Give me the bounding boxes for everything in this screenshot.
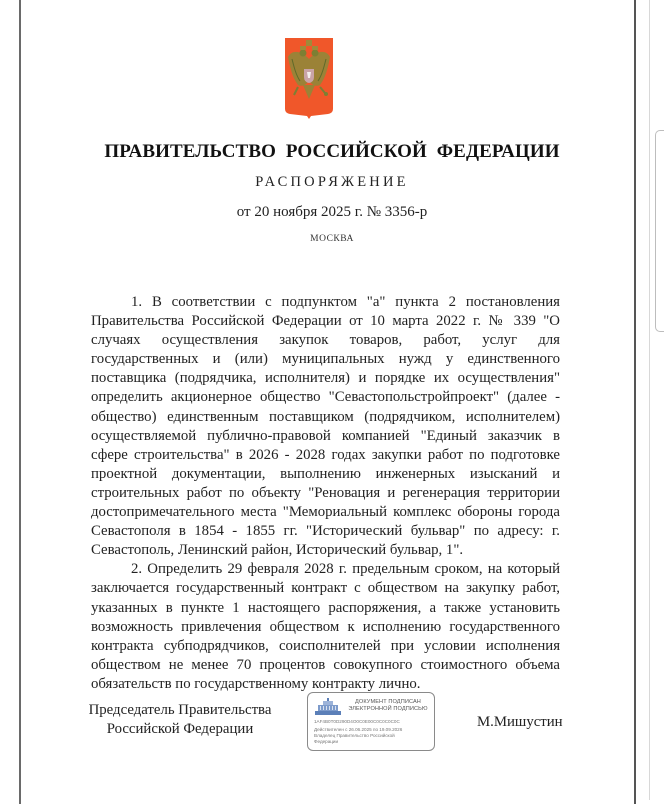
- signer-role-line-2: Российской Федерации: [106, 721, 254, 737]
- electronic-signature-stamp: [307, 692, 435, 751]
- document-city: МОСКВА: [310, 234, 354, 244]
- document-body: [91, 293, 560, 694]
- document-date-number: от 20 ноября 2025 г. № 3356-р: [236, 204, 428, 220]
- paragraph-2: 2. Определить 29 февраля 2028 г. предельным сроком, на который заключается государственный контракт с обществом на закупку работ, указанных в пункте 1 настоящего распоряжения, а также установить возможность привлечения обществом к исполнению государственного контракта субподрядчиков, соисполнителей при условии исполнения обществом не менее 70 процентов совокупного стоимостного объема обязательств по государственному контракту лично.: [91, 561, 560, 692]
- stamp-validity: Действителен с 26.06.2025 по 19.09.2026: [314, 727, 403, 732]
- stamp-owner-line-2: Федерации: [314, 739, 339, 744]
- signer-role-line-1: Председатель Правительства: [88, 702, 272, 718]
- scrollbar-track[interactable]: [649, 0, 650, 800]
- signer-role: [80, 701, 280, 739]
- government-title: ПРАВИТЕЛЬСТВО РОССИЙСКОЙ ФЕДЕРАЦИИ: [104, 141, 560, 162]
- stamp-serial: 1АF4В0Т0D290D4О0С0Е00С0С0С0С0С: [314, 719, 400, 724]
- stamp-header-line-1: ДОКУМЕНТ ПОДПИСАН: [355, 699, 421, 705]
- document-type: РАСПОРЯЖЕНИЕ: [255, 174, 409, 190]
- coat-of-arms-icon: [284, 37, 334, 119]
- stamp-header-line-2: ЭЛЕКТРОННОЙ ПОДПИСЬЮ: [348, 706, 428, 712]
- stamp-owner-line-1: Владелец Правительство Российской: [314, 733, 395, 738]
- signer-name: М.Мишустин: [477, 714, 563, 730]
- stamp-header: [344, 699, 432, 713]
- paragraph-1: 1. В соответствии с подпунктом "а" пункта 2 постановления Правительства Российской Федерации от 10 марта 2022 г. № 339 "О случаях осуществления закупок товаров, работ, услуг для государственных и (или) муниципальных нужд у единственного поставщика (подрядчика, исполнителя) и порядке их осуществления" определить акционерное общество "Севастопольстройпроект" (далее - общество) единственным поставщиком (подрядчиком, исполнителем) осуществляемой публично-правовой компанией "Единый заказчик в сфере строительства" в 2026 - 2028 годах закупки работ по подготовке проектной документации, выполнению инженерных изысканий и строительных работ по объекту "Реновация и регенерация территории достопримечательного места "Мемориальный комплекс обороны города Севастополя в 1854 - 1855 гг. "Исторический бульвар" по адресу: г. Севастополь, Ленинский район, Исторический бульвар, 1".: [91, 294, 560, 559]
- government-building-icon: [315, 698, 341, 715]
